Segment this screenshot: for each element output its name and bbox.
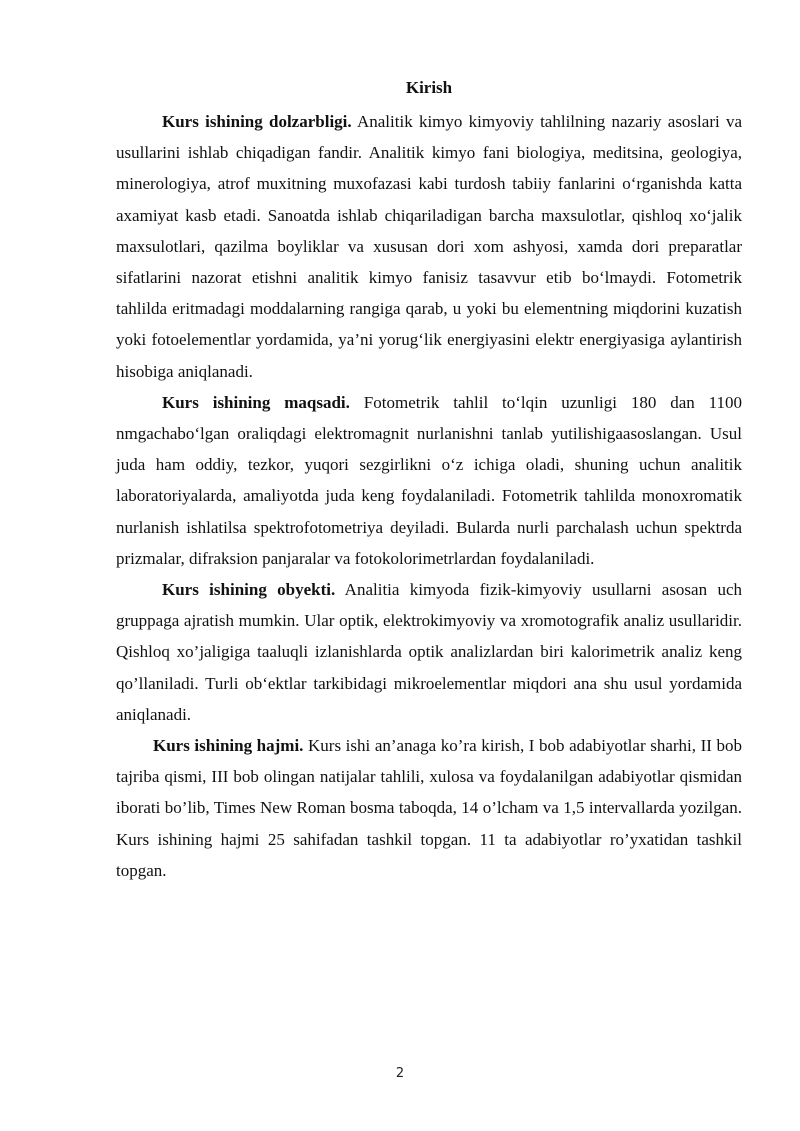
paragraph-obyekti bbox=[116, 574, 742, 730]
paragraph-text: Analitia kimyoda fizik-kimyoviy usullarni asosan uch gruppaga ajratish mumkin. Ular optik, elektrokimyoviy va xromotografik analiz usullaridir. Qishloq xo’jaligiga taaluqli izlanishlarda optik analizlardan biri kalorimetrik analiz keng qo’llaniladi. Turli ob‘ektlar tarkibidagi mikroelementlar miqdori ana shu usul yordamida aniqlanadi. bbox=[116, 580, 742, 724]
paragraph-lead: Kurs ishining dolzarbligi. bbox=[162, 112, 352, 131]
paragraph-dolzarbligi bbox=[116, 106, 742, 387]
paragraph-text: Kurs ishi an’anaga ko’ra kirish, I bob adabiyotlar sharhi, II bob tajriba qismi, III bob olingan natijalar tahlili, xulosa va foydalanilgan adabiyotlar qismidan iborati bo’lib, Times New Roman bosma taboqda, 14 o’lcham va 1,5 intervallarda yozilgan. Kurs ishining hajmi 25 sahifadan tashkil topgan. 11 ta adabiyotlar ro’yxatidan tashkil topgan. bbox=[116, 736, 743, 880]
page-number: 2 bbox=[395, 1066, 405, 1081]
paragraph-text: Analitik kimyo kimyoviy tahlilning nazariy asoslari va usullarini ishlab chiqadigan fandir. Analitik kimyo fani biologiya, meditsina, geologiya, minerologiya, atrof muxitning muxofazasi kabi turdosh tabiiy fanlarini o‘rganishda katta axamiyat kasb etadi. Sanoatda ishlab chiqariladigan barcha maxsulotlar, qishloq xo‘jalik maxsulotlari, qazilma boyliklar va xususan dori xom ashyosi, xamda dori preparatlar sifatlarini nazorat etishni analitik kimyo fanisiz tasavvur etib bo‘lmaydi. Fotometrik tahlilda eritmadagi moddalarning rangiga qarab, u yoki bu elementning miqdorini kuzatish yoki fotoelementlar yordamida, ya’ni yorug‘lik energiyasini elektr energiyasiga aylantirish hisobiga aniqlanadi. bbox=[116, 112, 743, 381]
paragraph-lead: Kurs ishining maqsadi. bbox=[162, 392, 350, 412]
page-title: Kirish bbox=[405, 78, 453, 97]
paragraph-lead: Kurs ishining hajmi. bbox=[153, 736, 304, 756]
document-page bbox=[116, 74, 742, 886]
paragraph-maqsadi bbox=[116, 387, 742, 574]
paragraph-hajmi bbox=[116, 730, 742, 886]
paragraph-lead: Kurs ishining obyekti. bbox=[162, 580, 336, 600]
paragraph-text: Fotometrik tahlil to‘lqin uzunligi 180 dan 1100 nmgachabo‘lgan oraliqdagi elektromagnit nurlanishni tanlab yutilishigaasoslangan. Usul juda ham oddiy, tezkor, yuqori sezgirlikni o‘z ichiga oladi, shuning uchun analitik laboratoriyalarda, amaliyotda juda keng foydalaniladi. Fotometrik tahlilda monoxromatik nurlanish ishlatilsa spektrofotometriya deyiladi. Bularda nurli parchalash uchun spektrda prizmalar, difraksion panjaralar va fotokolorimetrlardan foydalaniladi. bbox=[116, 392, 743, 568]
